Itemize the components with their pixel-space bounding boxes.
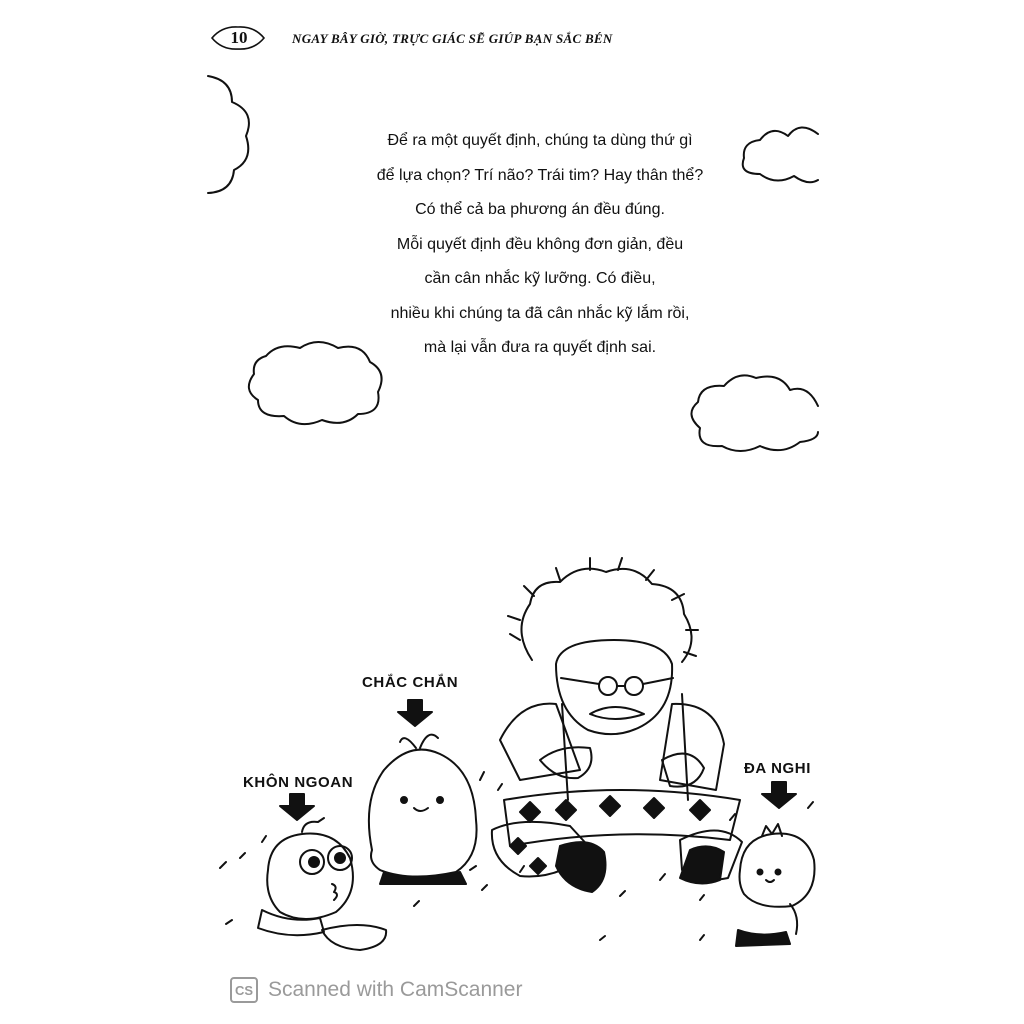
camscanner-logo-icon: CS [230, 977, 258, 1003]
body-line: Mỗi quyết định đều không đơn giản, đều [396, 235, 684, 253]
camscanner-watermark [230, 976, 522, 1004]
label-khon-ngoan: KHÔN NGOAN [243, 774, 354, 791]
body-line: Để ra một quyết định, chúng ta dùng thứ gì [387, 132, 693, 149]
body-line: mà lại vẫn đưa ra quyết định sai. [423, 339, 657, 356]
arrow-da-nghi [762, 782, 796, 808]
body-line: để lựa chọn? Trí não? Trái tim? Hay thân thể? [376, 166, 704, 184]
label-da-nghi: ĐA NGHI [744, 760, 811, 777]
old-man-figure [492, 558, 742, 892]
running-title: NGAY BÂY GIỜ, TRỰC GIÁC SẼ GIÚP BẠN SẮC BÉN [292, 31, 613, 46]
body-line: nhiều khi chúng ta đã cân nhắc kỹ lắm rồi, [390, 304, 690, 322]
arrow-khon-ngoan [280, 794, 314, 820]
cloud-right-top [743, 127, 818, 182]
body-line: cần cân nhắc kỹ lưỡng. Có điều, [424, 270, 656, 287]
chac-chan-character [369, 735, 477, 884]
watermark-text: Scanned with CamScanner [268, 978, 523, 1001]
cloud-left-mid [249, 342, 382, 424]
body-line: Có thể cả ba phương án đều đúng. [415, 201, 665, 218]
cloud-right-mid [691, 375, 818, 451]
arrow-chac-chan [398, 700, 432, 726]
page-number: 10 [230, 28, 248, 47]
cloud-left-top [208, 76, 249, 193]
label-chac-chan: CHẮC CHẮN [362, 674, 459, 691]
khon-ngoan-character [258, 818, 386, 950]
da-nghi-character [736, 824, 815, 946]
